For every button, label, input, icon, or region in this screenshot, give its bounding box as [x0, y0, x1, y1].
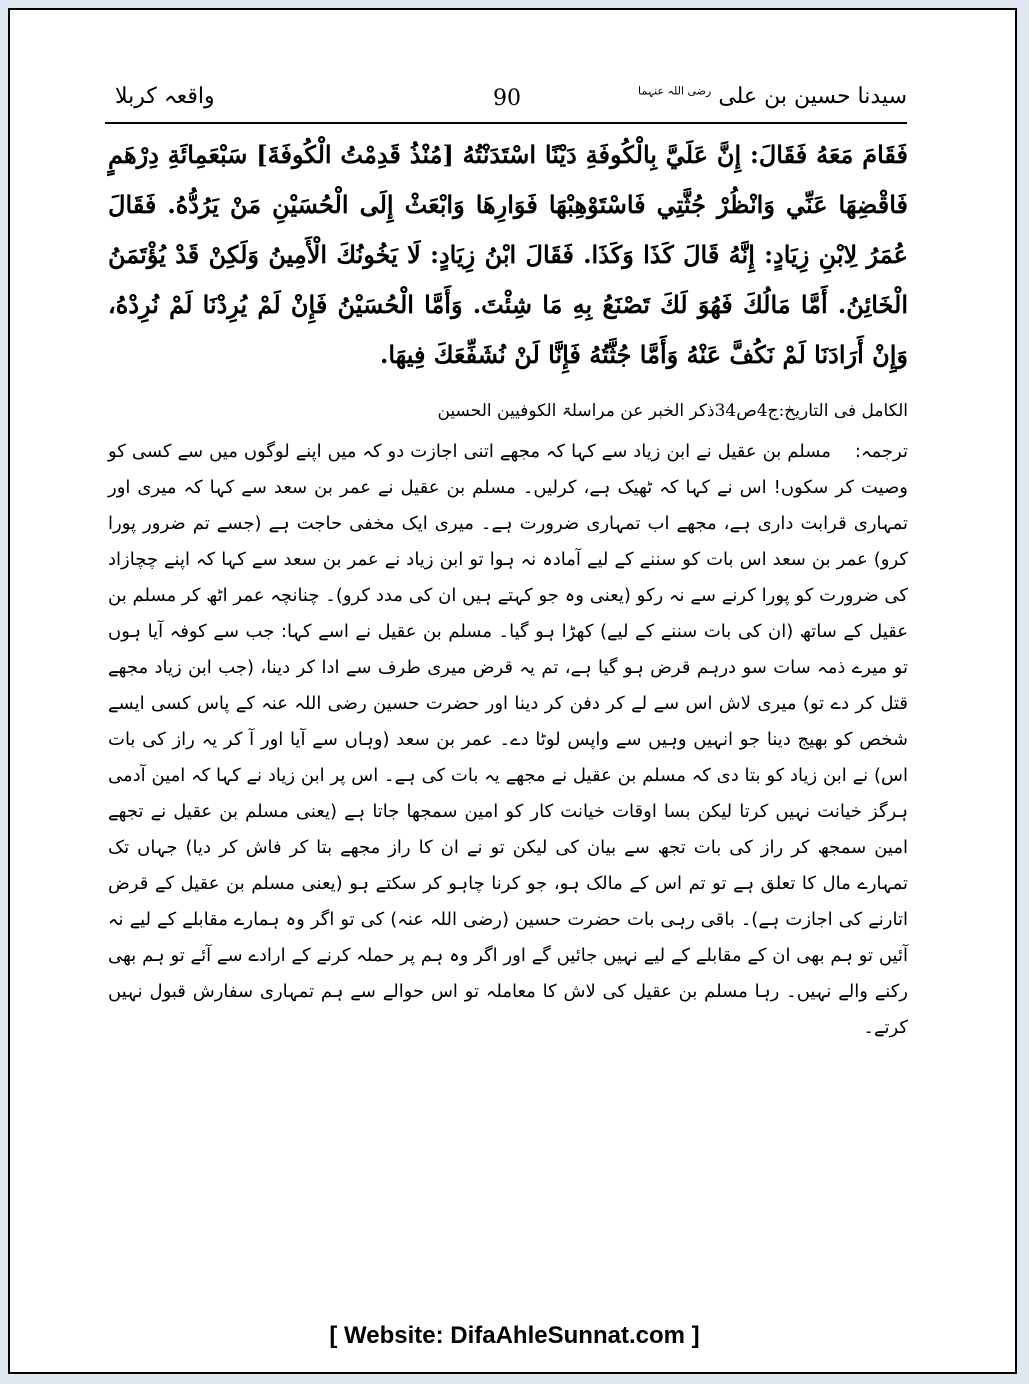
website-footer: [ Website: DifaAhleSunnat.com ] [329, 1322, 700, 1349]
urdu-translation [108, 434, 908, 1046]
honorific-mark: رضی اللہ عنہما [637, 84, 712, 98]
section-title: واقعہ کربلا [115, 84, 215, 109]
book-title-text: سیدنا حسین بن علی [718, 84, 907, 109]
book-title [638, 84, 907, 109]
page-number: 90 [493, 86, 521, 111]
source-reference: الکامل فی التاریخ:ج4ص34ذکر الخبر عن مراسلۃ الکوفیین الحسین [437, 401, 908, 421]
translation-text: مسلم بن عقیل نے ابن زیاد سے کہا کہ مجھے اتنی اجازت دو کہ میں اپنے لوگوں میں سے کسی کو وصیت کر سکوں! اس نے کہا کہ ٹھیک ہے، کرلیں۔ مسلم بن عقیل نے عمر بن سعد سے کہا کہ میری اور تمہاری قرابت داری ہے، مجھے اب تمہاری ضرورت ہے۔ میری ایک مخفی حاجت ہے (جسے تم ضرور پورا کرو) عمر بن سعد اس بات کو سننے کے لیے آمادہ نہ ہوا تو ابن زیاد نے عمر بن سعد سے کہا کہ اپنے چچازاد کی ضرورت کو پورا کرنے سے نہ رکو (یعنی وہ جو کہتے ہیں ان کی مدد کرو)۔ چنانچہ عمر اٹھ کر مسلم بن عقیل کے ساتھ (ان کی بات سننے کے لیے) کھڑا ہو گیا۔ مسلم بن عقیل نے اسے کہا: جب سے کوفہ آیا ہوں تو میرے ذمہ سات سو درہم قرض ہو گیا ہے، تم یہ قرض میری طرف سے ادا کر دینا، (جب ابن زیاد مجھے قتل کر دے تو) میری لاش اس سے لے کر دفن کر دینا اور حضرت حسین رضی اللہ عنہ کے پاس کسی ایسے شخص کو بھیج دینا جو انہیں وہیں سے واپس لوٹا دے۔ عمر بن سعد (وہاں سے آیا اور آ کر یہ راز کی بات اس) نے ابن زیاد کو بتا دی کہ مسلم بن عقیل نے مجھے یہ بات کی ہے۔ اس پر ابن زیاد نے کہا کہ امین آدمی ہرگز خیانت نہیں کرتا لیکن بسا اوقات خیانت کار کو امین سمجھا جاتا ہے (یعنی مسلم بن عقیل نے تجھے امین سمجھ کر راز کی بات تجھ سے بیان کی لیکن تو نے ان کا راز مجھے بتا کر فاش کر دیا) جہاں تک تمہارے مال کا تعلق ہے تو تم اس کے مالک ہو، جو کرنا چاہو کر سکتے ہو (یعنی مسلم بن عقیل کے قرض اتارنے کی اجازت ہے)۔ باقی رہی بات حضرت حسین (رضی اللہ عنہ) کی تو اگر وہ ہمارے مقابلے کے لیے نہ آئیں تو ہم بھی ان کے مقابلے کے لیے نہیں جائیں گے اور اگر وہ ہم پر حملہ کرنے کے ارادے سے آئے تو ہم بھی رکنے والے نہیں۔ رہا مسلم بن عقیل کی لاش کا معاملہ تو اس حوالے سے ہم تمہاری سفارش قبول نہیں کرتے۔ [108, 441, 908, 1038]
arabic-passage: فَقَامَ مَعَهُ فَقَالَ: إِنَّ عَلَيَّ بِالْكُوفَةِ دَيْنًا اسْتَدَنْتُهُ [مُنْذُ قَدِمْتُ الْكُوفَةَ] سَبْعَمِائَةِ دِرْهَمٍ فَاقْضِهَا عَنِّي وَانْظُرْ جُثَّتِي فَاسْتَوْهِبْهَا فَوَارِهَا وَابْعَثْ إِلَى الْحُسَيْنِ مَنْ يَرُدُّهُ. فَقَالَ عُمَرُ لِابْنِ زِيَادٍ: إِنَّهُ قَالَ كَذَا وَكَذَا. فَقَالَ ابْنُ زِيَادٍ: لَا يَخُونُكَ الْأَمِينُ وَلَكِنْ قَدْ يُؤْتَمَنُ الْخَائِنُ. أَمَّا مَالُكَ فَهُوَ لَكَ تَصْنَعُ بِهِ مَا شِئْتَ. وَأَمَّا الْحُسَيْنُ فَإِنْ لَمْ يُرِدْنَا لَمْ نُرِدْهُ، وَإِنْ أَرَادَنَا لَمْ نَكُفَّ عَنْهُ وَأَمَّا جُثَّتُهُ فَإِنَّا لَنْ نُشَفِّعَكَ فِيهَا. [108, 140, 908, 369]
page-header [105, 76, 907, 124]
translation-label: ترجمہ: [854, 441, 908, 462]
